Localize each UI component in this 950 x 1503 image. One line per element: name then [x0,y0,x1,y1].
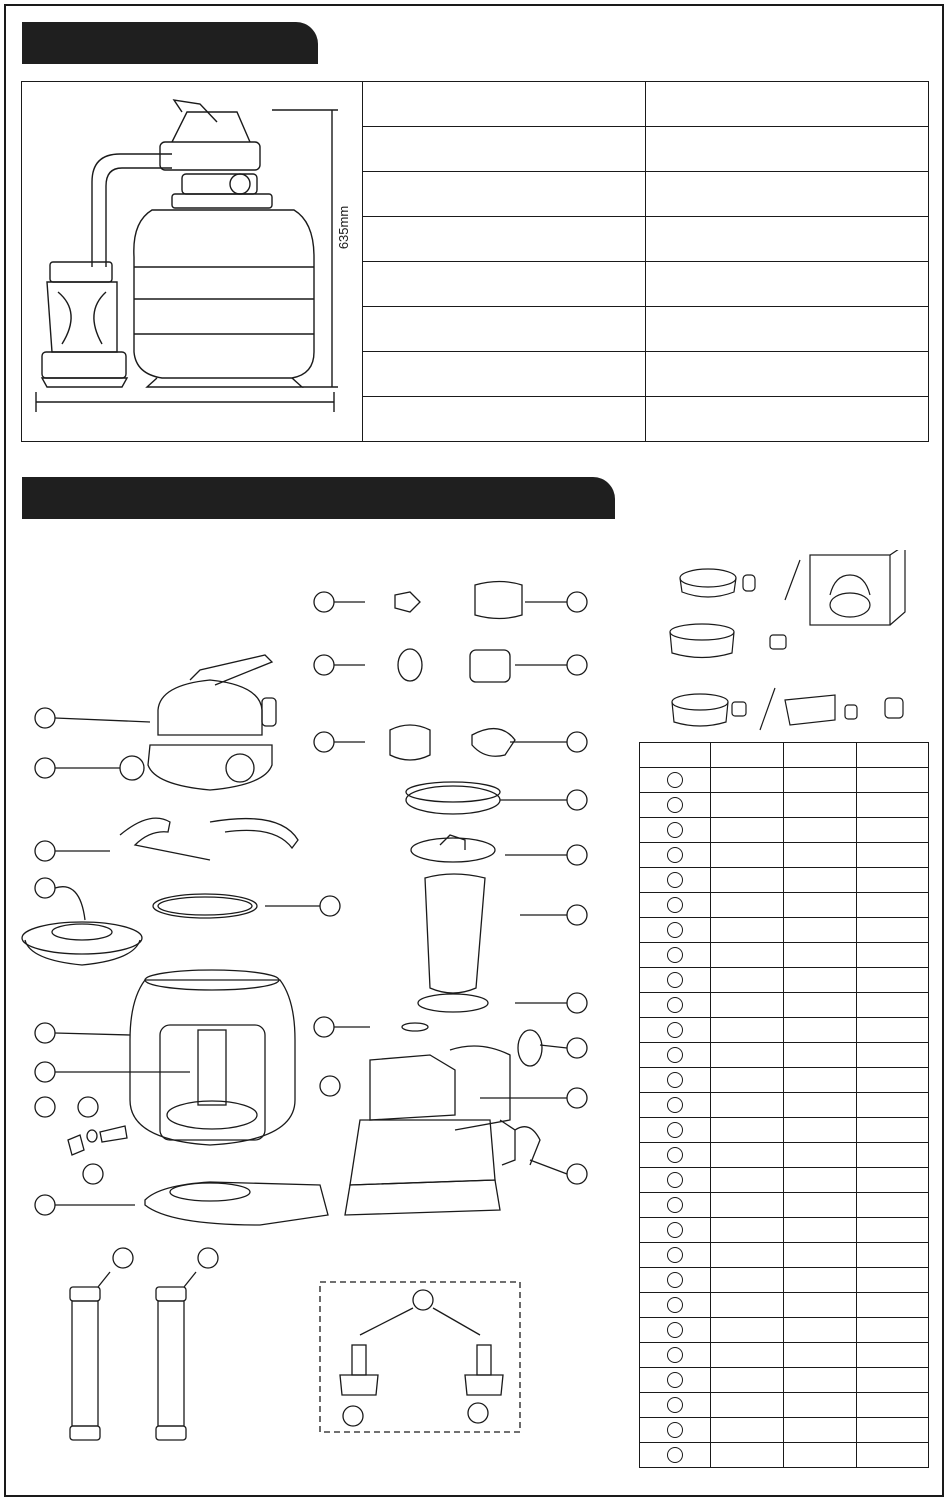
callout-circle [343,1406,363,1426]
part-cell [784,1018,857,1043]
parts-row [640,1243,929,1268]
part-cell [784,1043,857,1068]
exploded-parts-diagram [10,560,630,1450]
part-cell [784,843,857,868]
part-number-cell [640,968,711,993]
part-cell [857,943,929,968]
parts-row [640,1268,929,1293]
parts-row [640,1443,929,1468]
part-cell [711,868,784,893]
specifications-banner [22,22,318,64]
part-cell [711,1268,784,1293]
part-cell [711,1443,784,1468]
part-cell [784,1243,857,1268]
part-cell [784,1268,857,1293]
part-number-circle [667,1022,683,1038]
part-number-cell [640,1343,711,1368]
filter-pump-drawing [22,82,362,440]
callout-circle [567,1164,587,1184]
callout-circle [83,1164,103,1184]
part-cell [784,918,857,943]
callout-circle [35,841,55,861]
callout-circle [35,878,55,898]
parts-row [640,1193,929,1218]
part-cell [857,793,929,818]
part-cell [711,993,784,1018]
part-cell [784,793,857,818]
part-cell [857,1043,929,1068]
part-number-circle [667,972,683,988]
part-cell [857,1343,929,1368]
parts-row [640,1118,929,1143]
part-cell [784,968,857,993]
part-cell [784,1343,857,1368]
part-number-cell [640,793,711,818]
part-cell [784,1193,857,1218]
callout-circle [567,655,587,675]
callout-circle [35,758,55,778]
part-number-circle [667,872,683,888]
part-number-cell [640,1168,711,1193]
callout-circle [35,1062,55,1082]
callout-circle [78,1097,98,1117]
callout-circle [314,732,334,752]
parts-row [640,818,929,843]
part-cell [711,1118,784,1143]
part-cell [857,1243,929,1268]
part-cell [711,1393,784,1418]
part-cell [857,1218,929,1243]
part-number-circle [667,797,683,813]
callout-circle [113,1248,133,1268]
part-cell [857,993,929,1018]
spec-label [363,217,646,262]
part-cell [711,1243,784,1268]
parts-row [640,1318,929,1343]
part-number-circle [667,997,683,1013]
part-cell [857,843,929,868]
spec-row [363,172,929,217]
parts-row [640,1068,929,1093]
part-cell [711,1193,784,1218]
part-number-cell [640,818,711,843]
callout-circle [198,1248,218,1268]
spec-value [646,307,929,352]
parts-row [640,1018,929,1043]
part-cell [711,843,784,868]
callout-circle [35,708,55,728]
height-dimension-label: 635mm [336,205,352,250]
part-cell [784,1393,857,1418]
callout-circle [567,1088,587,1108]
callout-circle [567,1038,587,1058]
part-cell [711,1418,784,1443]
part-number-cell [640,1018,711,1043]
part-cell [711,943,784,968]
callout-circle [567,905,587,925]
part-cell [857,1268,929,1293]
part-number-cell [640,1418,711,1443]
part-number-cell [640,893,711,918]
part-cell [857,918,929,943]
parts-row [640,993,929,1018]
part-cell [857,1193,929,1218]
part-number-cell [640,1443,711,1468]
part-number-circle [667,1147,683,1163]
callout-circle [567,993,587,1013]
part-cell [784,1068,857,1093]
part-number-cell [640,1068,711,1093]
part-cell [784,1418,857,1443]
part-cell [857,1393,929,1418]
spec-value [646,217,929,262]
part-cell [857,768,929,793]
part-number-cell [640,993,711,1018]
callout-circle [320,1076,340,1096]
parts-row [640,1368,929,1393]
part-number-circle [667,947,683,963]
part-number-circle [667,1347,683,1363]
part-number-cell [640,1368,711,1393]
spec-label [363,172,646,217]
kit-illustrations [660,550,930,735]
spec-label [363,82,646,127]
part-cell [784,893,857,918]
part-number-circle [667,1222,683,1238]
part-cell [711,893,784,918]
part-cell [784,1093,857,1118]
parts-row [640,1043,929,1068]
part-number-circle [667,1247,683,1263]
part-cell [711,1043,784,1068]
part-cell [784,993,857,1018]
part-cell [711,818,784,843]
part-cell [857,868,929,893]
callout-circle [567,732,587,752]
part-cell [784,1168,857,1193]
part-number-cell [640,768,711,793]
part-cell [711,1343,784,1368]
part-number-cell [640,1318,711,1343]
part-cell [857,1418,929,1443]
callout-circle [314,592,334,612]
part-cell [857,1143,929,1168]
spec-label [363,397,646,442]
parts-row [640,1343,929,1368]
part-number-cell [640,918,711,943]
spec-label [363,307,646,352]
part-cell [711,918,784,943]
part-cell [784,818,857,843]
part-cell [711,1218,784,1243]
part-number-cell [640,1393,711,1418]
callout-circle [35,1195,55,1215]
callout-circle [314,1017,334,1037]
part-cell [711,1293,784,1318]
part-number-circle [667,1447,683,1463]
parts-row [640,918,929,943]
part-number-cell [640,1243,711,1268]
part-number-cell [640,1268,711,1293]
parts-row [640,1293,929,1318]
parts-row [640,943,929,968]
spec-value [646,352,929,397]
parts-row [640,968,929,993]
part-number-cell [640,843,711,868]
parts-row [640,1168,929,1193]
part-cell [784,943,857,968]
callout-circle [468,1403,488,1423]
part-number-circle [667,897,683,913]
part-number-circle [667,1097,683,1113]
part-cell [857,818,929,843]
part-cell [784,768,857,793]
spec-row [363,82,929,127]
part-cell [857,1118,929,1143]
parts-list-body [640,768,929,1468]
callout-circle [567,790,587,810]
spec-label [363,262,646,307]
part-number-cell [640,943,711,968]
callout-circle [320,896,340,916]
parts-row [640,1218,929,1243]
part-cell [784,1318,857,1343]
part-cell [857,1093,929,1118]
part-cell [857,1293,929,1318]
part-cell [784,868,857,893]
part-number-circle [667,1072,683,1088]
part-number-circle [667,772,683,788]
parts-header-cell [784,743,857,768]
part-cell [857,1318,929,1343]
spec-value [646,82,929,127]
parts-row [640,843,929,868]
part-number-cell [640,1118,711,1143]
spec-value [646,397,929,442]
parts-row [640,868,929,893]
parts-row [640,1393,929,1418]
parts-row [640,893,929,918]
part-cell [711,1018,784,1043]
spec-value [646,262,929,307]
part-cell [857,1368,929,1393]
spec-value [646,172,929,217]
callout-circle [567,592,587,612]
spec-row [363,307,929,352]
part-cell [784,1218,857,1243]
spec-value [646,127,929,172]
part-cell [711,793,784,818]
part-number-circle [667,1272,683,1288]
part-cell [784,1118,857,1143]
part-number-circle [667,1422,683,1438]
part-number-cell [640,1193,711,1218]
part-cell [784,1143,857,1168]
part-cell [711,1318,784,1343]
part-cell [711,1068,784,1093]
part-cell [857,968,929,993]
part-number-cell [640,1043,711,1068]
part-cell [784,1293,857,1318]
part-number-circle [667,822,683,838]
part-number-cell [640,868,711,893]
part-cell [711,1143,784,1168]
part-cell [711,1093,784,1118]
parts-row [640,1093,929,1118]
part-number-circle [667,1297,683,1313]
part-number-cell [640,1093,711,1118]
spec-row [363,217,929,262]
part-number-circle [667,1322,683,1338]
spec-row [363,262,929,307]
parts-header-cell [640,743,711,768]
parts-list-table [639,742,929,1468]
part-number-circle [667,1372,683,1388]
part-cell [857,1168,929,1193]
part-number-circle [667,1397,683,1413]
part-cell [784,1368,857,1393]
parts-row [640,1143,929,1168]
spec-row [363,352,929,397]
spec-row [363,397,929,442]
callout-circle [35,1023,55,1043]
parts-banner [22,477,615,519]
specifications-table [362,82,928,441]
part-number-circle [667,1172,683,1188]
part-cell [857,1443,929,1468]
part-number-circle [667,1047,683,1063]
part-cell [711,768,784,793]
parts-row [640,768,929,793]
spec-label [363,127,646,172]
spec-row [363,127,929,172]
part-cell [857,1068,929,1093]
callout-circle [567,845,587,865]
part-cell [857,893,929,918]
part-cell [711,1168,784,1193]
parts-header-cell [711,743,784,768]
parts-header-cell [857,743,929,768]
part-cell [711,968,784,993]
parts-row [640,1418,929,1443]
part-number-circle [667,1197,683,1213]
part-number-circle [667,922,683,938]
part-number-circle [667,1122,683,1138]
callout-circle [35,1097,55,1117]
part-number-cell [640,1218,711,1243]
parts-header-row [640,743,929,768]
part-cell [784,1443,857,1468]
part-number-circle [667,847,683,863]
part-cell [711,1368,784,1393]
part-number-cell [640,1293,711,1318]
parts-row [640,793,929,818]
part-number-cell [640,1143,711,1168]
part-cell [857,1018,929,1043]
callout-circle [413,1290,433,1310]
callout-circle [314,655,334,675]
spec-label [363,352,646,397]
